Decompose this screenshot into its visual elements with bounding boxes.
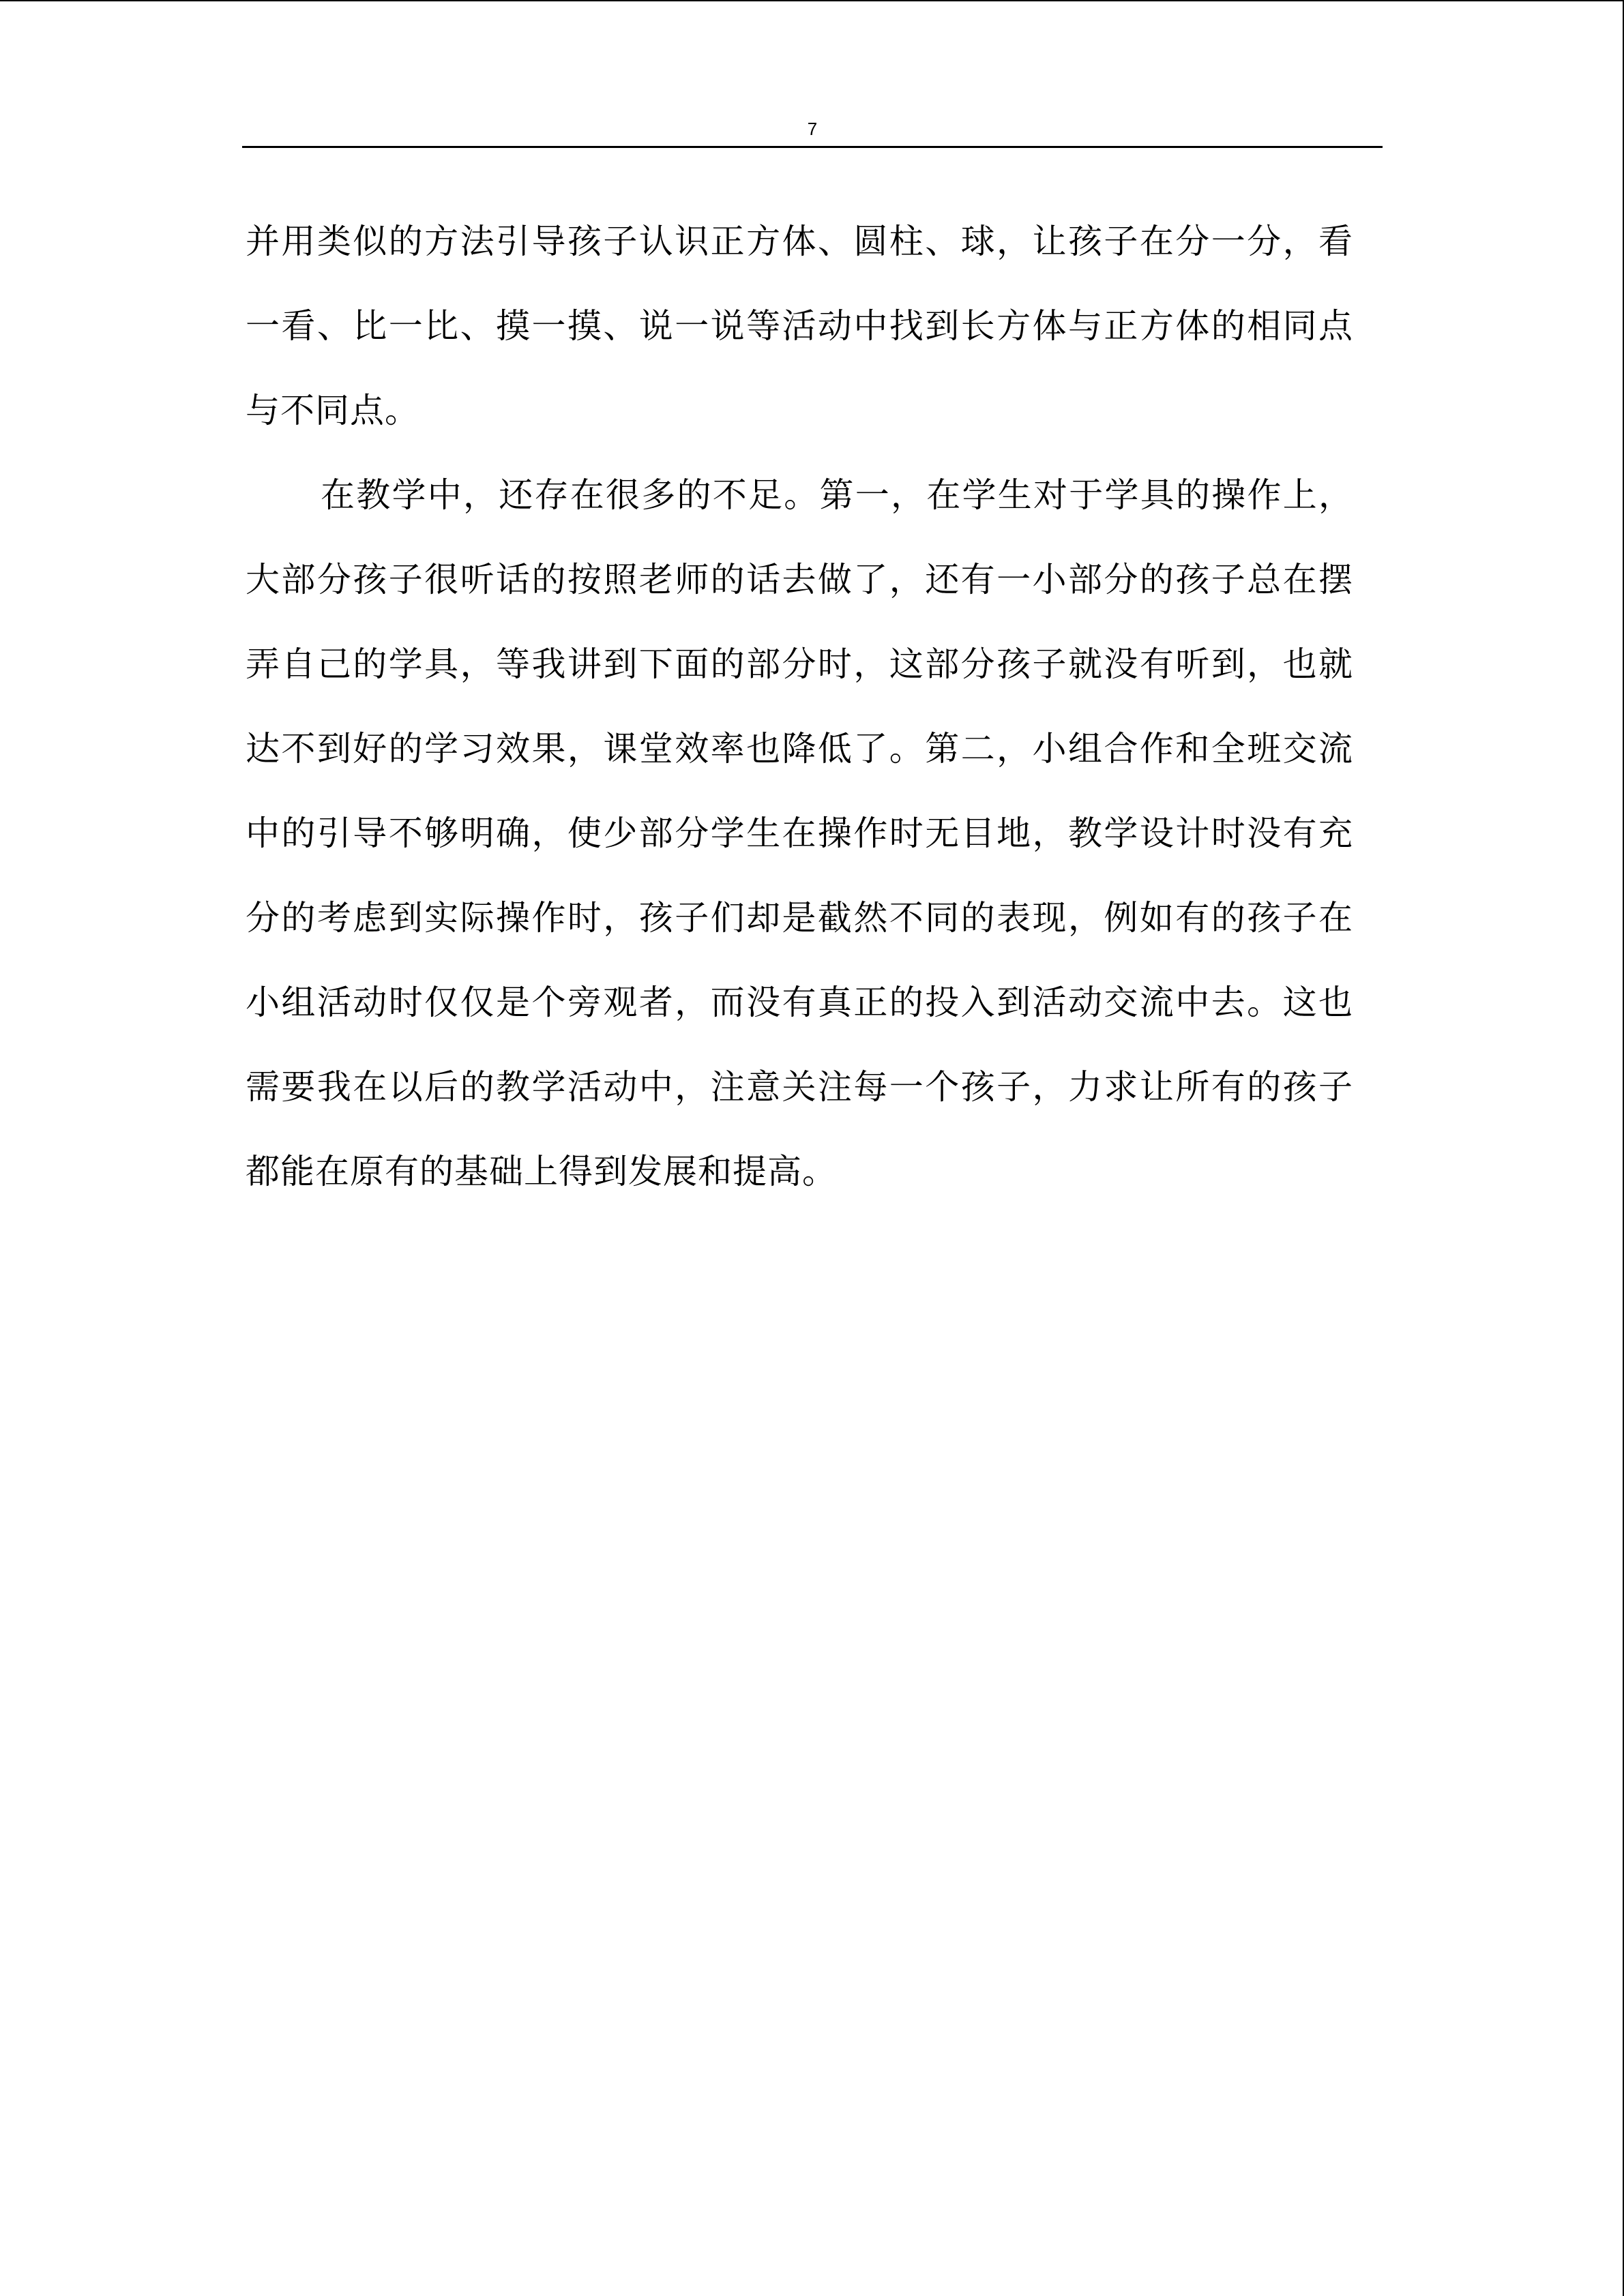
document-body <box>246 199 1353 1214</box>
header-rule <box>242 146 1383 148</box>
page-number: 7 <box>807 119 818 139</box>
page-header <box>242 115 1383 149</box>
paragraph-continued: 并用类似的方法引导孩子认识正方体、圆柱、球，让孩子在分一分，看一看、比一比、摸一摸、说一说等活动中找到长方体与正方体的相同点与不同点。 <box>246 222 1353 430</box>
paragraph-reflection: 在教学中，还存在很多的不足。第一，在学生对于学具的操作上，大部分孩子很听话的按照老师的话去做了，还有一小部分的孩子总在摆弄自己的学具，等我讲到下面的部分时，这部分孩子就没有听到，也就达不到好的学习效果，课堂效率也降低了。第二，小组合作和全班交流中的引导不够明确，使少部分学生在操作时无目地，教学设计时没有充分的考虑到实际操作时，孩子们却是截然不同的表现，例如有的孩子在小组活动时仅仅是个旁观者，而没有真正的投入到活动交流中去。这也需要我在以后的教学活动中，注意关注每一个孩子，力求让所有的孩子都能在原有的基础上得到发展和提高。 <box>246 475 1353 1191</box>
